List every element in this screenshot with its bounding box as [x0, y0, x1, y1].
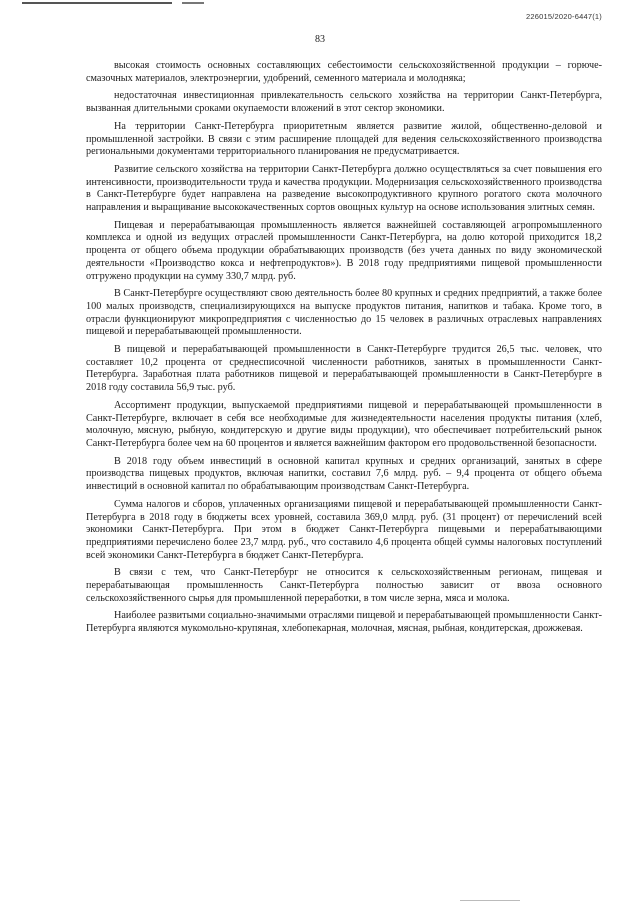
- paragraph: В пищевой и перерабатывающей промышленности в Санкт-Петербурге трудится 26,5 тыс. человек, что составляет 10,2 процента от среднесписочной численности работников, занятых в промышленности Санкт-Петербурга. Заработная плата работников пищевой и перерабатывающей промышленности в Санкт-Петербурге в 2018 году составила 56,9 тыс. руб.: [86, 344, 602, 394]
- paragraph: Пищевая и перерабатывающая промышленность является важнейшей составляющей агропромышленного комплекса и одной из ведущих отраслей промышленности Санкт-Петербурга, на долю которой приходится 18,2 процента от общего объема продукции обрабатывающих производств (без учета данных по виду экономической деятельности «Производство кокса и нефтепродуктов»). В 2018 году предприятиями пищевой промышленности отгружено продукции на сумму 330,7 млрд. руб.: [86, 219, 602, 282]
- document-id: 226015/2020-6447(1): [526, 12, 602, 21]
- paragraph: Наиболее развитыми социально-значимыми отраслями пищевой и перерабатывающей промышленности Санкт-Петербурга являются мукомольно-крупяная, хлебопекарная, молочная, мясная, рыбная, кондитерская, дрожжевая.: [86, 610, 602, 635]
- scan-artifact-footer: [460, 900, 520, 901]
- page-number: 83: [315, 34, 325, 45]
- paragraph: Сумма налогов и сборов, уплаченных организациями пищевой и перерабатывающей промышленности Санкт-Петербурга в 2018 году в бюджеты всех уровней, составила 369,0 млрд. руб. (31 процент) от перечислений всей экономики Санкт-Петербурга. При этом в бюджет Санкт-Петербурга пищевыми и перерабатывающими предприятиями перечислено более 23,7 млрд. руб., что составило 4,6 процента общей суммы налоговых поступлений всей экономики Санкт-Петербурга в бюджет Санкт-Петербурга.: [86, 498, 602, 561]
- paragraph: В Санкт-Петербурге осуществляют свою деятельность более 80 крупных и средних предприятий, а также более 100 малых производств, специализирующихся на выпуске продуктов питания, напитков и табака. Кроме того, в отрасли функционируют микропредприятия с численностью до 15 человек в различных отраслевых направлениях пищевой и перерабатывающей промышленности.: [86, 288, 602, 338]
- paragraph: Ассортимент продукции, выпускаемой предприятиями пищевой и перерабатывающей промышленности в Санкт-Петербурге, включает в себя все необходимые для жизнедеятельности населения продукты питания (хлеб, молочную, мясную, рыбную, кондитерскую и другие виды продукции), что обеспечивает потребительский рынок Санкт-Петербурга более чем на 60 процентов и является важнейшим фактором его продовольственной безопасности.: [86, 399, 602, 449]
- scan-artifact-line: [22, 2, 172, 4]
- paragraph: недостаточная инвестиционная привлекательность сельского хозяйства на территории Санкт-Петербурга, вызванная длительными сроками окупаемости вложений в этот сектор экономики.: [86, 90, 602, 115]
- paragraph: В 2018 году объем инвестиций в основной капитал крупных и средних организаций, занятых в сфере производства пищевых продуктов, включая напитки, составил 7,6 млрд. руб. – 9,4 процента от общего объема инвестиций в основной капитал по обрабатывающим производствам Санкт-Петербурга.: [86, 455, 602, 493]
- document-body: [86, 60, 602, 636]
- paragraph: В связи с тем, что Санкт-Петербург не относится к сельскохозяйственным регионам, пищевая и перерабатывающая промышленность Санкт-Петербурга полностью зависит от ввоза основного сельскохозяйственного сырья для промышленной переработки, в том числе зерна, мяса и молока.: [86, 567, 602, 604]
- scan-artifact-mark: [182, 2, 204, 4]
- paragraph: На территории Санкт-Петербурга приоритетным является развитие жилой, общественно-деловой и промышленной застройки. В связи с этим расширение площадей для ведения сельскохозяйственного производства региональными документами территориального планирования не предусматривается.: [86, 120, 602, 158]
- paragraph: высокая стоимость основных составляющих себестоимости сельскохозяйственной продукции – горюче-смазочных материалов, электроэнергии, удобрений, семенного материала и молодняка;: [86, 60, 602, 84]
- paragraph: Развитие сельского хозяйства на территории Санкт-Петербурга должно осуществляться за счет повышения его интенсивности, производительности труда и качества продукции. Модернизация сельскохозяйственного производства в Санкт-Петербурге будет направлена на разведение высокопродуктивного крупного рогатого скота молочного направления и выращивание высококачественных сортов овощных культур на основе использования элитных семян.: [86, 163, 602, 214]
